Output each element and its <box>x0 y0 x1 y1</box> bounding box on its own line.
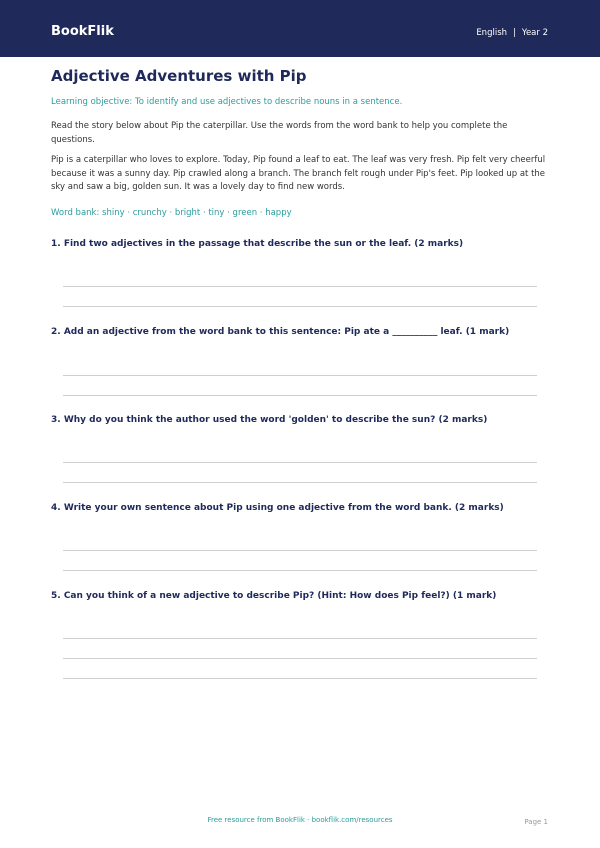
question-1: 1. Find two adjectives in the passage that describe the sun or the leaf. (2 marks) <box>51 239 464 249</box>
answer-line-q3-1[interactable] <box>63 462 537 463</box>
answer-line-q3-2[interactable] <box>63 482 537 483</box>
page-number: Page 1 <box>524 818 548 826</box>
answer-line-q5-3[interactable] <box>63 678 537 679</box>
question-2: 2. Add an adjective from the word bank to this sentence: Pip ate a __________ leaf. (1 mark) <box>51 327 510 337</box>
page-header <box>0 0 600 57</box>
worksheet-title: Adjective Adventures with Pip <box>51 67 307 85</box>
answer-line-q2-2[interactable] <box>63 395 537 396</box>
answer-line-q1-2[interactable] <box>63 306 537 307</box>
answer-line-q2-1[interactable] <box>63 375 537 376</box>
question-4: 4. Write your own sentence about Pip using one adjective from the word bank. (2 marks) <box>51 503 504 513</box>
answer-line-q5-1[interactable] <box>63 638 537 639</box>
question-5: 5. Can you think of a new adjective to describe Pip? (Hint: How does Pip feel?) (1 mark) <box>51 591 497 601</box>
story-passage: Pip is a caterpillar who loves to explore. Today, Pip found a leaf to eat. The leaf was very fresh. Pip felt very cheerful because it was a sunny day. Pip crawled along a branch. The branch felt rough under Pip's feet. Pip looked up at the sky and saw a big, golden sun. It was a lovely day to find new words. <box>51 155 546 192</box>
header-separator: | <box>513 28 516 38</box>
question-3: 3. Why do you think the author used the word 'golden' to describe the sun? (2 marks) <box>51 415 488 425</box>
answer-line-q1-1[interactable] <box>63 286 537 287</box>
header-meta <box>476 27 548 39</box>
footer-link-text[interactable]: Free resource from BookFlik · bookflik.com/resources <box>207 816 393 824</box>
learning-objective: Learning objective: To identify and use adjectives to describe nouns in a sentence. <box>51 97 403 107</box>
intro-instructions: Read the story below about Pip the caterpillar. Use the words from the word bank to help you complete the questions. <box>51 121 508 145</box>
word-bank: Word bank: shiny · crunchy · bright · tiny · green · happy <box>51 208 292 218</box>
brand-logo-text: BookFlik <box>51 24 114 39</box>
subject-label: English <box>476 28 508 38</box>
year-label: Year 2 <box>521 28 548 38</box>
answer-line-q4-1[interactable] <box>63 550 537 551</box>
answer-line-q5-2[interactable] <box>63 658 537 659</box>
answer-line-q4-2[interactable] <box>63 570 537 571</box>
